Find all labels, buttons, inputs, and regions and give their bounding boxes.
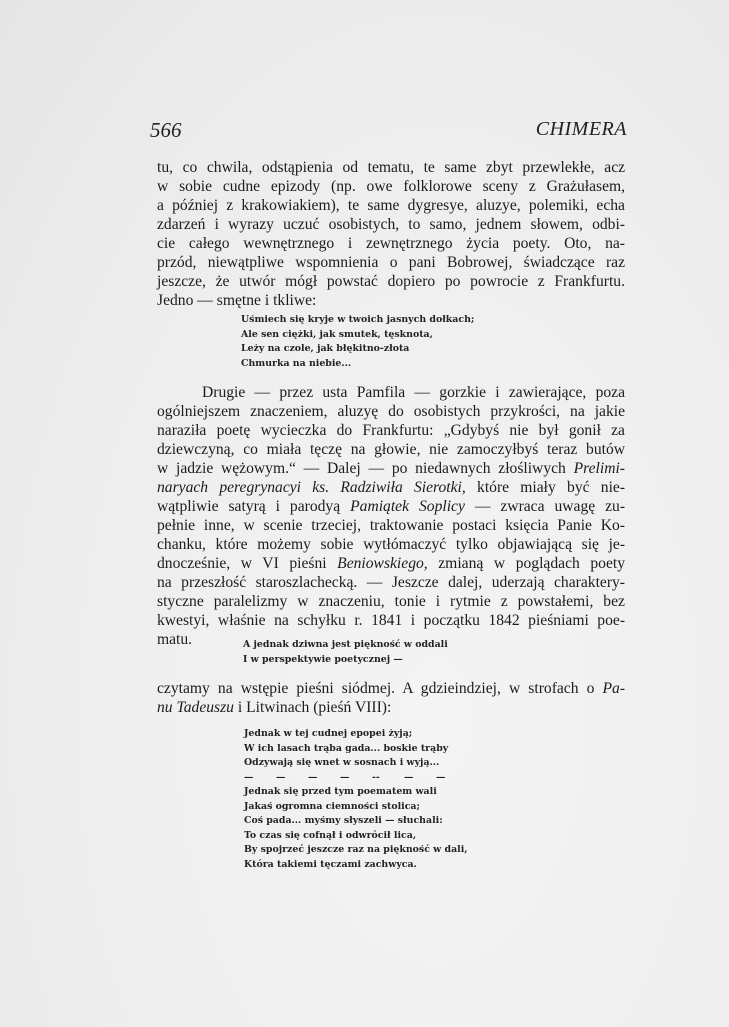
verse-quote-1 — [241, 313, 474, 371]
text-line: pełnie inne, w scenie trzeciej, traktowanie postaci księcia Panie Ko- — [157, 517, 625, 534]
verse-line: Leży na czole, jak błękitno-złota — [241, 343, 410, 354]
paragraph-3 — [157, 679, 625, 717]
text-line — [157, 679, 625, 698]
italic-title: nu Tadeuszu — [157, 699, 234, 716]
text-line: chanku, które możemy sobie wytłómaczyć tylko objawiającą się je- — [157, 536, 626, 553]
paragraph-2 — [157, 383, 625, 649]
verse-line: To czas się cofnął i odwrócił lica, — [244, 829, 417, 841]
verse-line: Uśmiech się kryje w twoich jasnych dołkach; — [241, 314, 475, 325]
text-line — [157, 497, 625, 516]
verse-quote-2 — [243, 638, 448, 667]
verse-line: I w perspektywie poetycznej — — [243, 653, 403, 665]
omission-dash: — — [276, 771, 286, 783]
italic-title: naryach peregrynacyi ks. Radziwiła Sierotki, — [157, 479, 466, 496]
text-line: ogólniejszem znaczeniem, aluzyę do osobistych przykrości, na jakie — [157, 403, 625, 420]
verse-line: Jednak w tej cudnej epopei żyją; — [244, 728, 413, 739]
text-line: matu. — [157, 631, 193, 648]
paragraph-1 — [157, 158, 625, 310]
italic-title: Beniowskiego, — [337, 555, 428, 572]
text-line: cie całego wewnętrznego i zewnętrznego życia poety. Oto, na- — [157, 235, 625, 252]
text-line: naraziła poetę wycieczka do Frankfurtu: „Gdybyś nie był gonił za — [157, 422, 625, 439]
verse-line: Ale sen ciężki, jak smutek, tęsknota, — [241, 328, 433, 340]
verse-quote-3 — [244, 727, 468, 872]
text-run: zmianą w poglądach poety — [427, 555, 626, 572]
verse-line: Jakaś ogromna ciemności stolica; — [244, 800, 420, 812]
omission-dash: — — [340, 771, 350, 783]
text-line: jeszcze, że utwór mógł powstać dopiero po powrocie z Frankfurtu. — [157, 273, 625, 290]
text-line: przód, niewątpliwe wspomnienia o pani Bobrowej, świadczące raz — [157, 254, 625, 271]
verse-line: By spojrzeć jeszcze raz na piękność w dali, — [244, 844, 468, 855]
omission-dash: — — [404, 771, 414, 783]
italic-title: Pamiątek Soplicy — [350, 498, 465, 515]
text-run: w jadzie wężowym.“ — Dalej — po niedawnych złośliwych — [157, 460, 574, 477]
text-run: i Litwinach (pieśń VIII): — [233, 699, 392, 716]
journal-title: CHIMERA — [535, 118, 627, 140]
verse-line: A jednak dziwna jest piękność w oddali — [243, 639, 448, 650]
verse-line: Chmurka na niebie... — [241, 357, 352, 369]
italic-title: Prelimi- — [573, 460, 625, 477]
omission-dash: -- — [372, 771, 380, 783]
text-line: Drugie — przez usta Pamfila — gorzkie i zawierające, poza — [202, 384, 626, 401]
omission-dash: — — [244, 771, 254, 783]
text-run: dnocześnie, w VI pieśni — [157, 555, 338, 572]
text-line: tu, co chwila, odstąpienia od tematu, te same zbyt przewlekłe, acz — [157, 159, 626, 176]
text-line: a później z krakowiakiem), te same dygresye, aluzye, polemiki, echa — [157, 197, 625, 214]
verse-line: Coś pada... myśmy słyszeli — słuchali: — [244, 815, 443, 826]
omission-dash: — — [308, 771, 318, 783]
text-line: zdarzeń i wyrazy uczuć osobistych, to samo, jednem słowem, odbi- — [157, 216, 625, 233]
verse-omission-marks — [244, 771, 468, 786]
text-line: na przeszłość staroszlachecką. — Jeszcze dalej, uderzają charaktery- — [157, 574, 626, 591]
omission-dash: — — [436, 771, 446, 783]
text-line: styczne paralelizmy w znaczeniu, tonie i rytmie z powstałemi, bez — [157, 593, 625, 610]
text-line — [157, 698, 625, 717]
italic-title: Pa- — [602, 680, 626, 697]
verse-line: Która takiemi tęczami zachwyca. — [244, 858, 417, 870]
verse-line: Odzywają się wnet w sosnach i wyją... — [244, 757, 440, 768]
text-line: Jedno — smętne i tkliwe: — [157, 292, 317, 309]
text-line — [157, 478, 625, 497]
verse-line: W ich lasach trąba gada... boskie trąby — [244, 742, 449, 754]
text-line — [157, 459, 625, 478]
text-run: czytamy na wstępie pieśni siódmej. A gdzieindziej, w strofach o — [157, 680, 603, 697]
text-run: które miały być nie- — [465, 479, 626, 496]
verse-line: Jednak się przed tym poematem wali — [244, 786, 437, 797]
text-line: kwestyi, właśnie na schyłku r. 1841 i początku 1842 pieśniami poe- — [157, 612, 626, 629]
text-line — [157, 554, 625, 573]
running-head — [150, 118, 627, 144]
text-run: — zwraca uwagę zu- — [464, 498, 626, 515]
text-line: w sobie cudne epizody (np. owe folklorowe sceny z Grażułasem, — [157, 178, 626, 195]
text-line: dziewczyną, co miała tęczę na głowie, nie zamoczyłbyś teraz butów — [157, 441, 626, 458]
page-number: 566 — [150, 118, 182, 142]
text-run: wątpliwie satyrą i parodyą — [157, 498, 351, 515]
